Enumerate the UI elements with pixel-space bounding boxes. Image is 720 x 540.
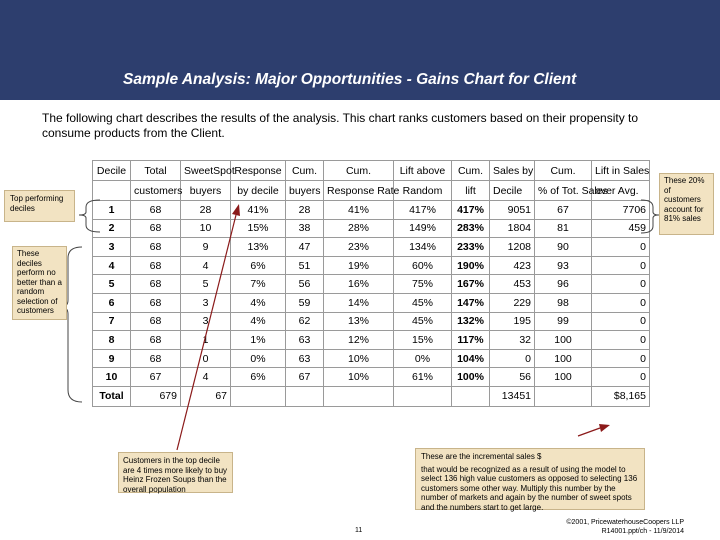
table-cell: 1: [181, 331, 231, 350]
file-reference: R14001.ppt/ch - 11/9/2014: [601, 528, 684, 535]
arrow-head-customers: [232, 204, 240, 216]
table-cell: 233%: [452, 238, 490, 257]
table-cell: 10%: [324, 368, 394, 387]
arrow-line-customers: [177, 215, 236, 450]
table-cell: 3: [181, 293, 231, 312]
table-cell: 5: [93, 275, 131, 294]
table-cell: 1804: [490, 219, 535, 238]
column-header: Cum.: [535, 161, 592, 181]
footer-copyright: [566, 518, 684, 536]
table-cell: 90: [535, 238, 592, 257]
column-header: Response: [231, 161, 286, 181]
column-header: Cum.: [286, 161, 324, 181]
table-cell: 5: [181, 275, 231, 294]
table-cell: 100: [535, 331, 592, 350]
table-cell: 0: [592, 312, 650, 331]
table-cell: 190%: [452, 256, 490, 275]
table-cell: 47: [286, 238, 324, 257]
table-cell: 9051: [490, 201, 535, 220]
table-cell: 0: [592, 349, 650, 368]
table-cell: 6%: [231, 368, 286, 387]
table-cell: 6: [93, 293, 131, 312]
table-cell: 417%: [394, 201, 452, 220]
table-cell: 1208: [490, 238, 535, 257]
table-cell: 68: [131, 201, 181, 220]
table-cell: 0: [490, 349, 535, 368]
slide-title: Sample Analysis: Major Opportunities - Gains Chart for Client: [123, 71, 577, 88]
page-number: 11: [355, 527, 363, 534]
table-cell: 62: [286, 312, 324, 331]
note-random-deciles: These deciles perform no better than a random selection of customers: [12, 246, 67, 320]
table-cell: 45%: [394, 293, 452, 312]
table-cell: 453: [490, 275, 535, 294]
table-cell: 100: [535, 368, 592, 387]
table-cell: 99: [535, 312, 592, 331]
table-cell: 229: [490, 293, 535, 312]
table-cell: 28: [181, 201, 231, 220]
column-subheader: over Avg.: [592, 181, 650, 201]
column-subheader: Response Rate: [324, 181, 394, 201]
column-header: SweetSpot: [181, 161, 231, 181]
table-cell: 14%: [324, 293, 394, 312]
table-cell: 0%: [394, 349, 452, 368]
table-cell: 68: [131, 312, 181, 331]
table-cell: 9: [181, 238, 231, 257]
note-incremental-title: These are the incremental sales $: [421, 452, 542, 461]
table-cell: 41%: [324, 201, 394, 220]
table-cell: 61%: [394, 368, 452, 387]
table-cell: 0: [592, 368, 650, 387]
table-cell: 6%: [231, 256, 286, 275]
total-label: Total: [93, 386, 131, 406]
table-cell: 51: [286, 256, 324, 275]
table-cell: 283%: [452, 219, 490, 238]
table-cell: 4%: [231, 293, 286, 312]
table-cell: 10%: [324, 349, 394, 368]
table-cell: 93: [535, 256, 592, 275]
column-subheader: lift: [452, 181, 490, 201]
table-cell: 0: [592, 275, 650, 294]
table-cell: 0: [592, 293, 650, 312]
table-cell: 100%: [452, 368, 490, 387]
table-cell: 81: [535, 219, 592, 238]
table-cell: 4: [181, 368, 231, 387]
table-cell: 8: [93, 331, 131, 350]
column-header: Lift above: [394, 161, 452, 181]
table-cell: 423: [490, 256, 535, 275]
table-cell: 28%: [324, 219, 394, 238]
brace-top-deciles: [79, 200, 100, 232]
table-cell: 60%: [394, 256, 452, 275]
table-cell: 167%: [452, 275, 490, 294]
table-cell: 68: [131, 331, 181, 350]
table-cell: 45%: [394, 312, 452, 331]
total-customers: 679: [131, 386, 181, 406]
brace-top-20: [641, 200, 659, 233]
table-cell: 0: [181, 349, 231, 368]
table-cell: 10: [93, 368, 131, 387]
intro-text: The following chart describes the results of the analysis. This chart ranks customers based on their propensity to consume products from the Client.: [42, 111, 639, 140]
table-cell: 96: [535, 275, 592, 294]
table-cell: 68: [131, 293, 181, 312]
note-incremental-sales: [415, 448, 645, 510]
table-cell: 417%: [452, 201, 490, 220]
total-buyers: 67: [181, 386, 231, 406]
table-cell: 2: [93, 219, 131, 238]
column-subheader: buyers: [286, 181, 324, 201]
table-cell: 98: [535, 293, 592, 312]
column-subheader: by decile: [231, 181, 286, 201]
note-incremental-body: that would be recognized as a result of using the model to select 136 high value customers as opposed to selecting 136 customers some other way. Multiply this number by the number of markets and again by the number of sweet spots and the numbers start to get large.: [421, 464, 638, 512]
table-cell: 7%: [231, 275, 286, 294]
table-cell: 3: [93, 238, 131, 257]
table-cell: 23%: [324, 238, 394, 257]
table-cell: 132%: [452, 312, 490, 331]
table-cell: 0: [592, 256, 650, 275]
table-cell: 12%: [324, 331, 394, 350]
total-lift-sales: $8,165: [592, 386, 650, 406]
table-cell: 15%: [231, 219, 286, 238]
table-cell: 0%: [231, 349, 286, 368]
table-cell: 68: [131, 238, 181, 257]
table-cell: 13%: [324, 312, 394, 331]
column-header: Cum.: [452, 161, 490, 181]
table-cell: 459: [592, 219, 650, 238]
table-cell: 0: [592, 331, 650, 350]
column-header: Total: [131, 161, 181, 181]
table-cell: 15%: [394, 331, 452, 350]
table-cell: 28: [286, 201, 324, 220]
table-cell: 117%: [452, 331, 490, 350]
table-cell: 68: [131, 219, 181, 238]
column-subheader: buyers: [181, 181, 231, 201]
table-cell: 1: [93, 201, 131, 220]
table-cell: 100: [535, 349, 592, 368]
column-header: Cum.: [324, 161, 394, 181]
table-cell: 10: [181, 219, 231, 238]
table-cell: 68: [131, 275, 181, 294]
column-subheader: customers: [131, 181, 181, 201]
arrow-line-incremental: [578, 428, 600, 436]
table-cell: 63: [286, 331, 324, 350]
table-cell: 75%: [394, 275, 452, 294]
copyright-text: ©2001, PricewaterhouseCoopers LLP: [566, 519, 684, 526]
table-cell: 67: [286, 368, 324, 387]
table-cell: 13%: [231, 238, 286, 257]
column-header: Sales by: [490, 161, 535, 181]
table-cell: 1%: [231, 331, 286, 350]
column-subheader: % of Tot. Sales: [535, 181, 592, 201]
total-sales: 13451: [490, 386, 535, 406]
column-subheader: Random: [394, 181, 452, 201]
table-cell: 4: [181, 256, 231, 275]
table-cell: 63: [286, 349, 324, 368]
column-subheader: Decile: [490, 181, 535, 201]
table-cell: 149%: [394, 219, 452, 238]
table-cell: 0: [592, 238, 650, 257]
table-cell: 4: [93, 256, 131, 275]
table-cell: 104%: [452, 349, 490, 368]
note-top-20-percent: These 20% of customers account for 81% sales: [659, 173, 714, 235]
arrow-head-incremental: [599, 424, 610, 432]
table-cell: 7706: [592, 201, 650, 220]
table-cell: 41%: [231, 201, 286, 220]
note-top-decile-customers: Customers in the top decile are 4 times more likely to buy Heinz Frozen Soups than the overall population: [118, 452, 233, 493]
table-cell: 38: [286, 219, 324, 238]
table-cell: 7: [93, 312, 131, 331]
table-cell: 68: [131, 256, 181, 275]
table-cell: 19%: [324, 256, 394, 275]
table-cell: 59: [286, 293, 324, 312]
table-cell: 134%: [394, 238, 452, 257]
column-header: Decile: [93, 161, 131, 181]
table-cell: 67: [131, 368, 181, 387]
table-cell: 9: [93, 349, 131, 368]
table-cell: 68: [131, 349, 181, 368]
table-cell: 3: [181, 312, 231, 331]
column-header: Lift in Sales: [592, 161, 650, 181]
table-cell: 32: [490, 331, 535, 350]
table-cell: 56: [490, 368, 535, 387]
table-cell: 147%: [452, 293, 490, 312]
table-cell: 16%: [324, 275, 394, 294]
table-cell: 195: [490, 312, 535, 331]
note-top-deciles: Top performing deciles: [4, 190, 75, 222]
table-cell: 67: [535, 201, 592, 220]
table-cell: 4%: [231, 312, 286, 331]
table-cell: 56: [286, 275, 324, 294]
